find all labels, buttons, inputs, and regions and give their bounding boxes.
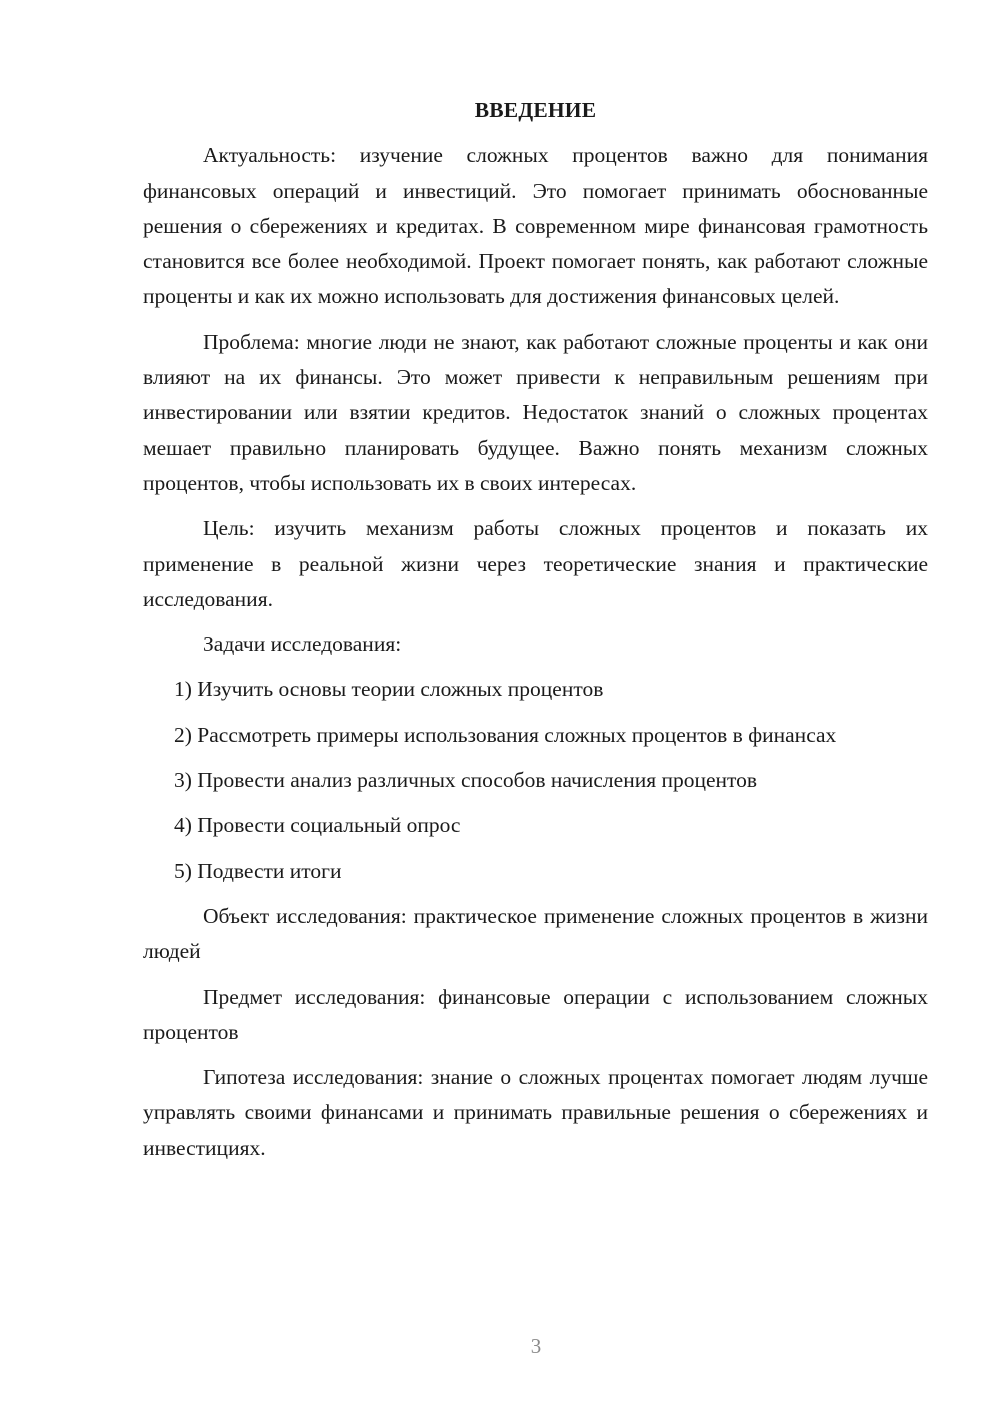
paragraph-tasks-heading: Задачи исследования: xyxy=(203,632,402,657)
list-item: 2) Рассмотреть примеры использования сложных процентов в финансах xyxy=(174,722,837,747)
paragraph-hypothesis: Гипотеза исследования: знание о сложных процентах помогает людям лучше управлять своими финансами и принимать правильные решения о сбережениях и инвестициях. xyxy=(143,1065,928,1160)
paragraph-goal: Цель: изучить механизм работы сложных процентов и показать их применение в реальной жизни через теоретические знания и практические исследования. xyxy=(143,516,928,611)
page-title: ВВЕДЕНИЕ xyxy=(474,98,597,122)
list-item: 4) Провести социальный опрос xyxy=(174,813,461,838)
paragraph-relevance: Актуальность: изучение сложных процентов важно для понимания финансовых операций и инвестиций. Это помогает принимать обоснованные решения о сбережениях и кредитах. В современном мире финансовая грамотность становится все более необходимой. Проект помогает понять, как работают сложные проценты и как их можно использовать для достижения финансовых целей. xyxy=(143,143,928,309)
list-item: 3) Провести анализ различных способов начисления процентов xyxy=(174,768,758,793)
tasks-list xyxy=(143,672,928,888)
paragraph-subject: Предмет исследования: финансовые операции с использованием сложных процентов xyxy=(143,984,928,1044)
paragraph-problem: Проблема: многие люди не знают, как работают сложные проценты и как они влияют на их финансы. Это может привести к неправильным решениям при инвестировании или взятии кредитов. Недостаток знаний о сложных процентах мешает правильно планировать будущее. Важно понять механизм сложных процентов, чтобы использовать их в своих интересах. xyxy=(143,329,928,495)
page-number: 3 xyxy=(530,1334,542,1358)
page-content xyxy=(143,93,928,1176)
list-item: 1) Изучить основы теории сложных процентов xyxy=(174,677,604,702)
paragraph-object: Объект исследования: практическое применение сложных процентов в жизни людей xyxy=(143,903,928,964)
list-item: 5) Подвести итоги xyxy=(174,858,342,883)
